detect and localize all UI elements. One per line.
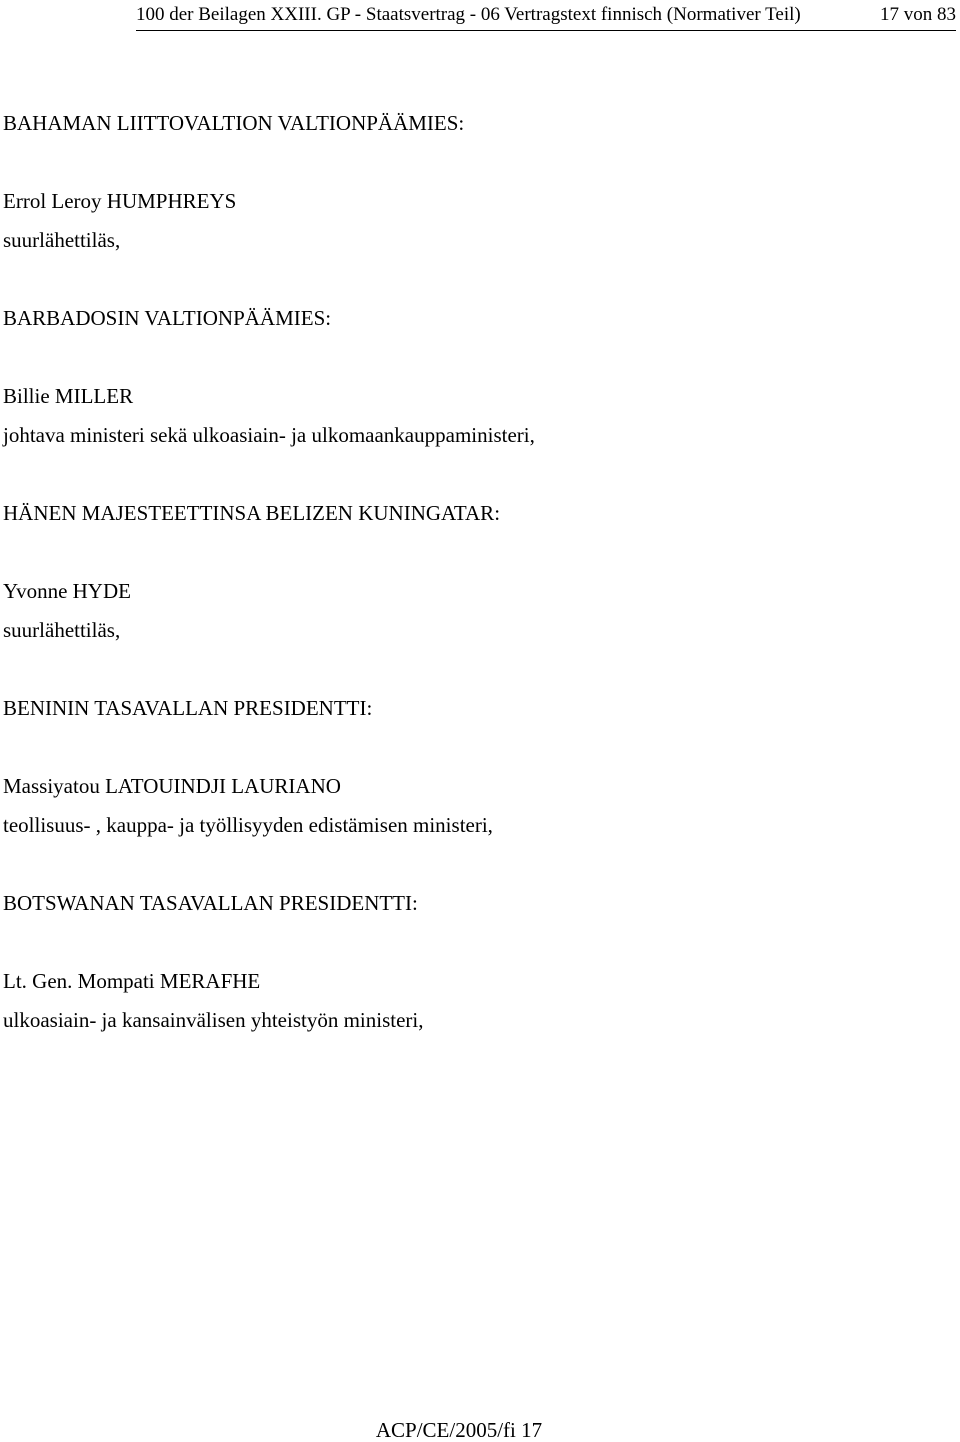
delegate-title: ulkoasiain- ja kansainvälisen yhteistyön ministeri, bbox=[3, 1008, 424, 1032]
delegate-name: Billie MILLER bbox=[3, 384, 134, 408]
heading-botswana: BOTSWANAN TASAVALLAN PRESIDENTTI: bbox=[3, 891, 418, 915]
header-title: 100 der Beilagen XXIII. GP - Staatsvertrag - 06 Vertragstext finnisch (Normativer Teil) bbox=[136, 4, 801, 25]
delegate-title: johtava ministeri sekä ulkoasiain- ja ulkomaankauppaministeri, bbox=[3, 423, 535, 447]
delegate-title: teollisuus- , kauppa- ja työllisyyden edistämisen ministeri, bbox=[3, 813, 493, 837]
heading-barbados: BARBADOSIN VALTIONPÄÄMIES: bbox=[3, 306, 332, 330]
page-indicator: 17 von 83 bbox=[880, 4, 956, 25]
page-header bbox=[136, 0, 956, 31]
document-reference: ACP/CE/2005/fi 17 bbox=[375, 1418, 543, 1442]
delegate-name: Errol Leroy HUMPHREYS bbox=[3, 189, 237, 213]
delegate-name: Lt. Gen. Mompati MERAFHE bbox=[3, 969, 261, 993]
delegate-title: suurlähettiläs, bbox=[3, 618, 121, 642]
heading-belize: HÄNEN MAJESTEETTINSA BELIZEN KUNINGATAR: bbox=[3, 501, 501, 525]
heading-bahamas: BAHAMAN LIITTOVALTION VALTIONPÄÄMIES: bbox=[3, 111, 465, 135]
delegate-title: suurlähettiläs, bbox=[3, 228, 121, 252]
delegate-name: Yvonne HYDE bbox=[3, 579, 131, 603]
delegate-name: Massiyatou LATOUINDJI LAURIANO bbox=[3, 774, 341, 798]
heading-benin: BENININ TASAVALLAN PRESIDENTTI: bbox=[3, 696, 373, 720]
page-footer bbox=[0, 1420, 960, 1441]
